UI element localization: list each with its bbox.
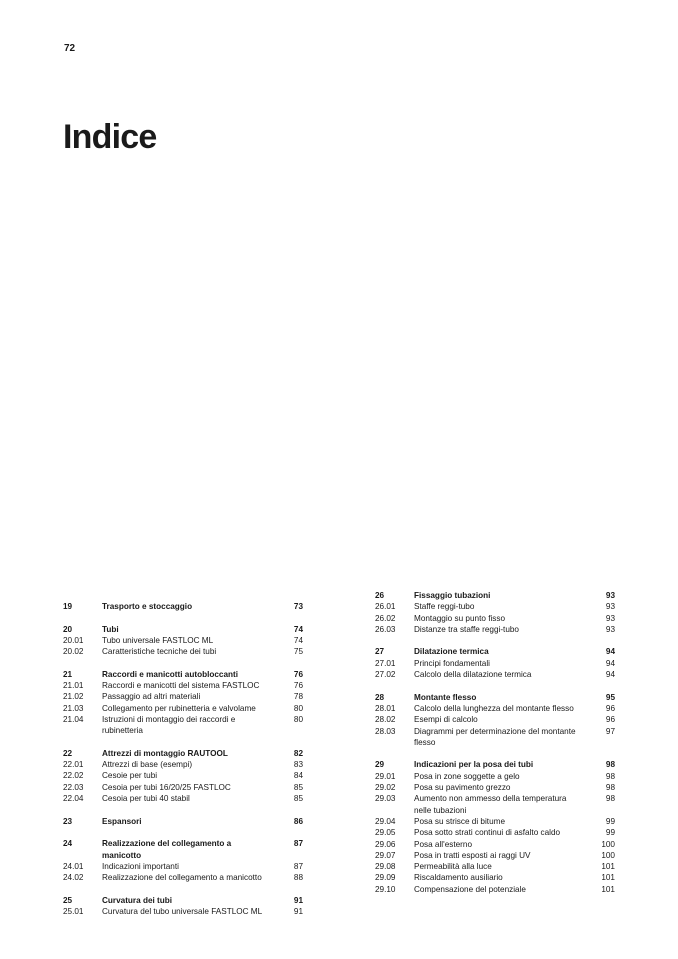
toc-entry[interactable] [63, 770, 303, 781]
entry-number: 21.02 [63, 692, 84, 702]
section-number: 22 [63, 748, 73, 758]
section-number: 23 [63, 816, 73, 826]
entry-page-number: 93 [605, 613, 615, 623]
toc-entry[interactable] [375, 816, 615, 827]
section-title: Raccordi e manicotti autobloccanti [102, 669, 239, 679]
entry-page-number: 101 [601, 873, 615, 883]
entry-title: Realizzazione del collegamento a manicotto [102, 873, 262, 883]
section-number: 24 [63, 839, 73, 849]
entry-title: Raccordi e manicotti del sistema FASTLOC [102, 681, 260, 691]
section-page-number: 98 [605, 760, 615, 770]
toc-section-heading[interactable] [63, 838, 303, 861]
entry-page-number: 83 [293, 760, 303, 770]
entry-number: 26.02 [375, 613, 396, 623]
section-page-number: 87 [293, 839, 303, 849]
section-title: Attrezzi di montaggio RAUTOOL [102, 748, 228, 758]
toc-entry[interactable] [375, 601, 615, 612]
entry-number: 20.01 [63, 635, 84, 645]
entry-title: Posa sotto strati continui di asfalto caldo [414, 828, 561, 838]
toc-entry[interactable] [63, 759, 303, 770]
toc-entry[interactable] [375, 884, 615, 895]
section-number: 25 [63, 895, 73, 905]
page-title: Indice [63, 118, 157, 156]
toc-section-heading[interactable] [63, 669, 303, 680]
toc-entry[interactable] [375, 669, 615, 680]
entry-title: Posa su strisce di bitume [414, 816, 506, 826]
toc-entry[interactable] [63, 793, 303, 804]
toc-entry[interactable] [63, 782, 303, 793]
entry-page-number: 93 [605, 624, 615, 634]
toc-section [375, 692, 615, 748]
toc-entry[interactable] [63, 646, 303, 657]
section-number: 20 [63, 624, 73, 634]
section-number: 28 [375, 692, 385, 702]
entry-title: Calcolo della dilatazione termica [414, 670, 532, 680]
entry-number: 29.04 [375, 816, 396, 826]
entry-page-number: 94 [605, 670, 615, 680]
toc-section [63, 601, 303, 612]
entry-title: Principi fondamentali [414, 658, 491, 668]
toc-entry[interactable] [375, 703, 615, 714]
entry-number: 27.01 [375, 658, 396, 668]
entry-number: 26.03 [375, 624, 396, 634]
entry-title: Cesoia per tubi 40 stabil [102, 794, 190, 804]
toc-entry[interactable] [63, 861, 303, 872]
entry-title: Istruzioni di montaggio dei raccordi e rubinetteria [102, 714, 236, 736]
entry-page-number: 76 [293, 681, 303, 691]
toc-entry[interactable] [63, 635, 303, 646]
toc-entry[interactable] [375, 624, 615, 635]
section-page-number: 94 [605, 647, 615, 657]
toc-entry[interactable] [375, 771, 615, 782]
toc-entry[interactable] [375, 827, 615, 838]
toc-column-left [63, 601, 303, 929]
toc-section [375, 759, 615, 895]
entry-number: 24.01 [63, 861, 84, 871]
entry-page-number: 87 [293, 861, 303, 871]
entry-number: 28.02 [375, 715, 396, 725]
toc-section [63, 624, 303, 658]
entry-page-number: 80 [293, 703, 303, 713]
toc-entry[interactable] [63, 691, 303, 702]
entry-title: Distanze tra staffe reggi-tubo [414, 624, 519, 634]
entry-title: Compensazione del potenziale [414, 884, 526, 894]
entry-page-number: 97 [605, 726, 615, 736]
section-number: 19 [63, 602, 73, 611]
toc-section-heading[interactable] [375, 646, 615, 657]
toc-entry[interactable] [375, 726, 615, 749]
toc-section [375, 646, 615, 680]
section-page-number: 82 [293, 748, 303, 758]
section-number: 26 [375, 591, 385, 600]
entry-page-number: 94 [605, 658, 615, 668]
entry-page-number: 78 [293, 692, 303, 702]
section-title: Espansori [102, 816, 142, 826]
entry-number: 21.03 [63, 703, 84, 713]
section-title: Realizzazione del collegamento a manicotto [102, 839, 232, 860]
entry-title: Indicazioni importanti [102, 861, 179, 871]
entry-page-number: 96 [605, 715, 615, 725]
entry-title: Attrezzi di base (esempi) [102, 760, 193, 770]
section-title: Trasporto e stoccaggio [102, 602, 193, 611]
entry-title: Passaggio ad altri materiali [102, 692, 201, 702]
section-page-number: 95 [605, 692, 615, 702]
entry-title: Esempi di calcolo [414, 715, 478, 725]
entry-title: Posa in zone soggette a gelo [414, 771, 520, 781]
entry-number: 29.02 [375, 783, 396, 793]
entry-page-number: 85 [293, 782, 303, 792]
toc-entry[interactable] [375, 861, 615, 872]
entry-title: Posa su pavimento grezzo [414, 783, 511, 793]
entry-number: 21.04 [63, 714, 84, 724]
entry-title: Riscaldamento ausiliario [414, 873, 503, 883]
toc-section-heading[interactable] [63, 624, 303, 635]
entry-number: 29.10 [375, 884, 396, 894]
entry-title: Permeabilità alla luce [414, 862, 492, 872]
section-title: Tubi [102, 624, 119, 634]
toc-entry[interactable] [375, 793, 615, 816]
entry-title: Caratteristiche tecniche dei tubi [102, 647, 217, 657]
entry-page-number: 84 [293, 771, 303, 781]
entry-number: 28.03 [375, 726, 396, 736]
toc-section-heading[interactable] [375, 759, 615, 770]
entry-number: 26.01 [375, 602, 396, 612]
entry-page-number: 75 [293, 647, 303, 657]
toc-section [63, 838, 303, 883]
section-title: Dilatazione termica [414, 647, 489, 657]
toc-entry[interactable] [63, 906, 303, 917]
toc-column-right [375, 590, 615, 906]
section-page-number: 73 [293, 602, 303, 611]
entry-page-number: 98 [605, 783, 615, 793]
entry-number: 29.09 [375, 873, 396, 883]
section-page-number: 86 [293, 816, 303, 826]
toc-entry[interactable] [63, 703, 303, 714]
toc-entry[interactable] [375, 872, 615, 883]
entry-title: Posa all'esterno [414, 839, 473, 849]
section-title: Curvatura dei tubi [102, 895, 173, 905]
entry-title: Cesoia per tubi 16/20/25 FASTLOC [102, 782, 231, 792]
entry-page-number: 88 [293, 873, 303, 883]
toc-entry[interactable] [375, 613, 615, 624]
entry-page-number: 100 [601, 850, 615, 860]
entry-number: 22.04 [63, 794, 84, 804]
page-number: 72 [64, 43, 76, 54]
section-page-number: 74 [293, 624, 303, 634]
toc-entry[interactable] [375, 850, 615, 861]
section-title: Fissaggio tubazioni [414, 591, 491, 600]
entry-title: Montaggio su punto fisso [414, 613, 506, 623]
section-number: 21 [63, 669, 73, 679]
entry-title: Collegamento per rubinetteria e valvolame [102, 703, 256, 713]
entry-page-number: 98 [605, 771, 615, 781]
toc-section-heading[interactable] [375, 590, 615, 601]
entry-number: 29.06 [375, 839, 396, 849]
entry-number: 21.01 [63, 681, 84, 691]
section-number: 29 [375, 760, 385, 770]
section-page-number: 76 [293, 669, 303, 679]
entry-number: 24.02 [63, 873, 84, 883]
entry-number: 29.01 [375, 771, 396, 781]
section-page-number: 91 [293, 895, 303, 905]
entry-page-number: 100 [601, 839, 615, 849]
entry-number: 22.03 [63, 782, 84, 792]
entry-title: Aumento non ammesso della temperatura nelle tubazioni [414, 794, 567, 815]
entry-number: 25.01 [63, 907, 84, 917]
entry-number: 22.02 [63, 771, 84, 781]
entry-page-number: 80 [293, 714, 303, 724]
toc-section [63, 895, 303, 918]
entry-page-number: 101 [601, 884, 615, 894]
entry-page-number: 91 [293, 907, 303, 917]
entry-page-number: 99 [605, 816, 615, 826]
toc-entry[interactable] [63, 680, 303, 691]
toc-entry[interactable] [63, 714, 303, 737]
section-number: 27 [375, 647, 385, 657]
entry-title: Tubo universale FASTLOC ML [102, 635, 214, 645]
entry-number: 28.01 [375, 703, 396, 713]
entry-number: 27.02 [375, 670, 396, 680]
entry-title: Curvatura del tubo universale FASTLOC ML [102, 907, 263, 917]
toc-section [63, 816, 303, 827]
entry-number: 20.02 [63, 647, 84, 657]
entry-page-number: 98 [605, 794, 615, 804]
entry-number: 29.03 [375, 794, 396, 804]
section-page-number: 93 [605, 591, 615, 600]
entry-title: Calcolo della lunghezza del montante flesso [414, 703, 574, 713]
entry-page-number: 93 [605, 602, 615, 612]
entry-number: 29.07 [375, 850, 396, 860]
toc-entry[interactable] [375, 782, 615, 793]
toc-section-heading[interactable] [63, 895, 303, 906]
entry-number: 29.05 [375, 828, 396, 838]
toc-section [63, 669, 303, 737]
toc-entry[interactable] [63, 872, 303, 883]
entry-title: Diagrammi per determinazione del montante flesso [414, 726, 576, 747]
toc-section-heading[interactable] [63, 748, 303, 759]
entry-number: 29.08 [375, 862, 396, 872]
toc-section-heading[interactable] [63, 601, 303, 612]
section-title: Montante flesso [414, 692, 477, 702]
section-title: Indicazioni per la posa dei tubi [414, 760, 534, 770]
toc-entry[interactable] [375, 658, 615, 669]
entry-page-number: 101 [601, 862, 615, 872]
toc-section [63, 748, 303, 804]
entry-number: 22.01 [63, 760, 84, 770]
entry-page-number: 99 [605, 828, 615, 838]
entry-page-number: 96 [605, 703, 615, 713]
toc-section-heading[interactable] [375, 692, 615, 703]
toc-entry[interactable] [375, 839, 615, 850]
entry-page-number: 74 [293, 635, 303, 645]
entry-page-number: 85 [293, 794, 303, 804]
toc-section-heading[interactable] [63, 816, 303, 827]
toc-entry[interactable] [375, 714, 615, 725]
entry-title: Cesoie per tubi [102, 771, 158, 781]
entry-title: Posa in tratti esposti ai raggi UV [414, 850, 531, 860]
entry-title: Staffe reggi-tubo [414, 602, 475, 612]
toc-section [375, 590, 615, 635]
